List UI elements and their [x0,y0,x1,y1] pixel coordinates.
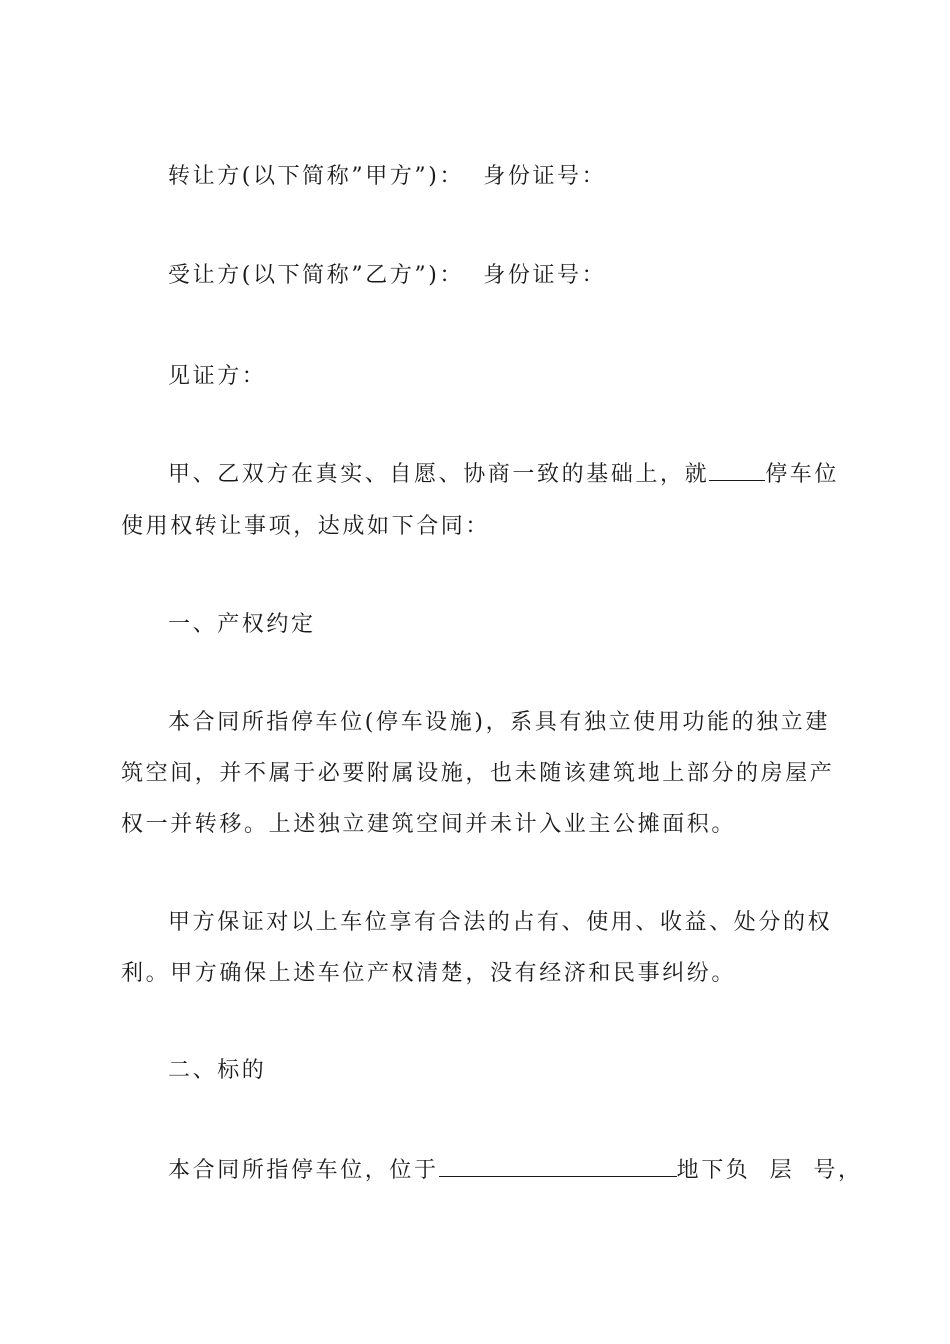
section1-para2-line1: 甲方保证对以上车位享有合法的占有、使用、收益、处分的权 [168,910,833,935]
intro-text-after: 停车位 [765,462,840,487]
section2-heading: 二、标的 [168,1058,267,1083]
intro-line-2: 使用权转让事项，达成如下合同： [121,514,491,539]
parking-location-blank [709,460,765,481]
section2-text-before: 本合同所指停车位，位于 [168,1158,439,1183]
section1-para1-line3: 权一并转移。上述独立建筑空间并未计入业主公摊面积。 [121,812,737,837]
section1-para1-line2: 筑空间，并不属于必要附属设施，也未随该建筑地上部分的房屋产 [121,761,835,786]
transferor-line: 转让方(以下简称”甲方”)： 身份证号： [168,164,607,189]
transferee-line: 受让方(以下简称”乙方”)： 身份证号： [168,263,607,288]
parking-address-blank [439,1156,677,1177]
section2-line1 [168,1156,863,1186]
section1-para2-line2: 利。甲方确保上述车位产权清楚，没有经济和民事纠纷。 [121,961,737,986]
intro-text-before: 甲、乙双方在真实、自愿、协商一致的基础上，就 [168,462,710,487]
section1-para1-line1: 本合同所指停车位(停车设施)，系具有独立使用功能的独立建 [168,710,830,735]
section2-text-after: 地下负 层 号， [676,1158,863,1183]
section1-heading: 一、产权约定 [168,612,316,637]
intro-line-1 [168,460,839,490]
witness-line: 见证方： [168,364,267,389]
